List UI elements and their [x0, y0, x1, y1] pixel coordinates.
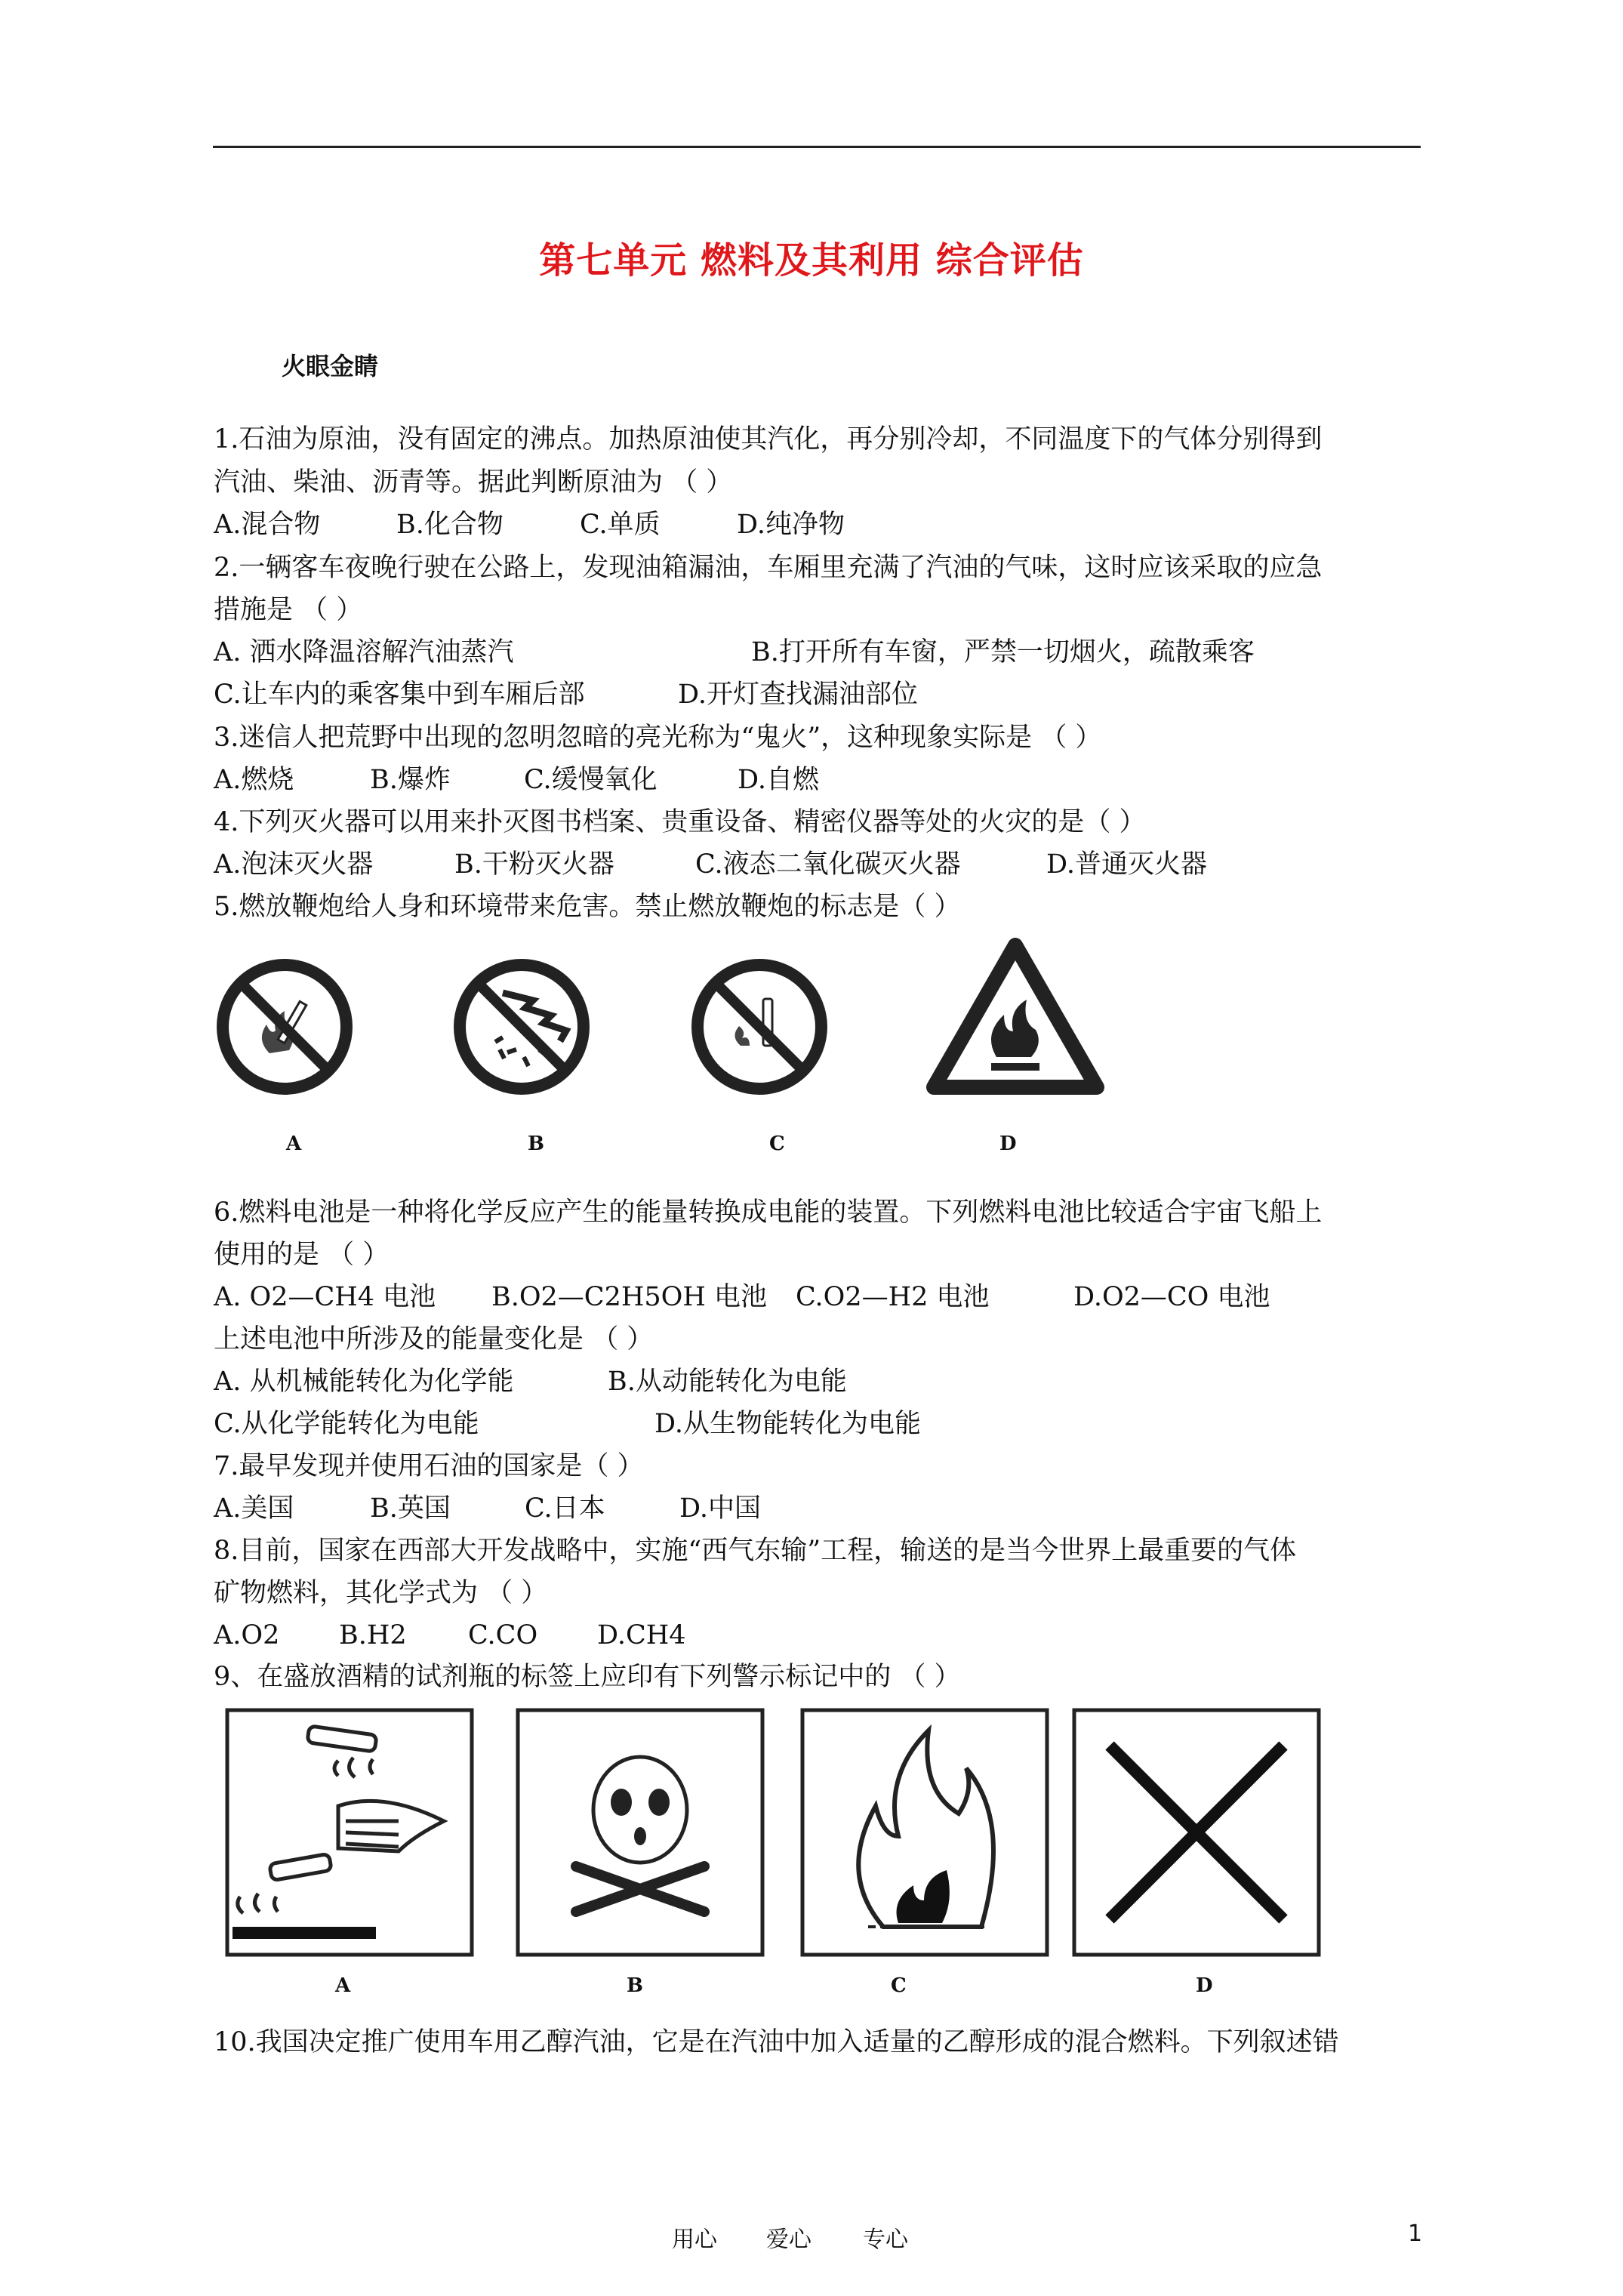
- q6-option-b: B.O2—C2H5OH 电池: [491, 1282, 767, 1312]
- q8-option-b: B.H2: [339, 1620, 407, 1650]
- q8-option-d: D.CH4: [597, 1620, 686, 1650]
- q1-option-d: D.纯净物: [737, 510, 845, 540]
- footer-word-2: 爱心: [766, 2227, 812, 2253]
- q6-option2-c: C.从化学能转化为电能: [214, 1409, 479, 1439]
- q9-label-b: B: [627, 1974, 643, 1997]
- q7-line1: 7.最早发现并使用石油的国家是（ ）: [214, 1451, 644, 1481]
- q6-option2-b: B.从动能转化为电能: [608, 1367, 847, 1397]
- harmful-x-label-icon: [1072, 1708, 1321, 1957]
- q7-option-b: B.英国: [370, 1493, 451, 1524]
- corrosive-label-icon: [225, 1708, 474, 1957]
- skull-toxic-label-icon: [516, 1708, 765, 1957]
- q4-line1: 4.下列灭火器可以用来扑灭图书档案、贵重设备、精密仪器等处的火灾的是（ ）: [214, 807, 1146, 837]
- header-rule: [213, 146, 1421, 148]
- q5-label-c: C: [769, 1133, 785, 1155]
- q6-option-c: C.O2—H2 电池: [796, 1282, 990, 1312]
- q6-line1: 6.燃料电池是一种将化学反应产生的能量转换成电能的装置。下列燃料电池比较适合宇宙飞船上: [214, 1197, 1323, 1228]
- q3-option-d: D.自燃: [738, 765, 819, 795]
- q1-option-a: A.混合物: [214, 510, 321, 540]
- q5-label-a: A: [286, 1133, 302, 1155]
- q3-option-a: A.燃烧: [214, 765, 294, 795]
- q6-line3: 上述电池中所涉及的能量变化是 （ ）: [214, 1324, 654, 1354]
- q2-option-a: A. 洒水降温溶解汽油蒸汽: [214, 637, 514, 667]
- q7-option-a: A.美国: [214, 1493, 294, 1524]
- q4-option-c: C.液态二氧化碳灭火器: [695, 849, 961, 880]
- q1-option-b: B.化合物: [396, 510, 504, 540]
- no-smoking-sign-icon: [688, 955, 831, 1099]
- q1-line1: 1.石油为原油，没有固定的沸点。加热原油使其汽化，再分别冷却，不同温度下的气体分别得到: [214, 424, 1323, 455]
- q8-option-c: C.CO: [468, 1620, 538, 1650]
- page-title: 第七单元 燃料及其利用 综合评估: [539, 239, 1084, 282]
- q4-option-b: B.干粉灭火器: [454, 849, 614, 880]
- flammable-label-icon: [800, 1708, 1049, 1957]
- q2-option-b: B.打开所有车窗，严禁一切烟火，疏散乘客: [751, 637, 1255, 667]
- q10-line1: 10.我国决定推广使用车用乙醇汽油，它是在汽油中加入适量的乙醇形成的混合燃料。下列叙述错: [214, 2027, 1339, 2057]
- q2-option-d: D.开灯查找漏油部位: [678, 680, 918, 710]
- q6-option2-a: A. 从机械能转化为化学能: [214, 1367, 514, 1397]
- q3-line1: 3.迷信人把荒野中出现的忽明忽暗的亮光称为“鬼火”，这种现象实际是 （ ）: [214, 723, 1102, 753]
- q7-option-c: C.日本: [525, 1493, 605, 1524]
- q8-line1: 8.目前，国家在西部大开发战略中，实施“西气东输”工程，输送的是当今世界上最重要的气体: [214, 1536, 1297, 1566]
- q9-label-c: C: [891, 1974, 907, 1997]
- q8-line2: 矿物燃料，其化学式为 （ ）: [214, 1578, 548, 1608]
- q2-option-c: C.让车内的乘客集中到车厢后部: [214, 680, 585, 710]
- footer-word-1: 用心: [672, 2227, 717, 2253]
- q9-label-d: D: [1196, 1974, 1213, 1997]
- no-fire-sign-icon: [213, 955, 356, 1099]
- page-number: 1: [1408, 2220, 1423, 2247]
- q5-line1: 5.燃放鞭炮给人身和环境带来危害。禁止燃放鞭炮的标志是（ ）: [214, 892, 961, 922]
- q1-option-c: C.单质: [580, 510, 661, 540]
- q9-line1: 9、在盛放酒精的试剂瓶的标签上应印有下列警示标记中的 （ ）: [214, 1662, 961, 1692]
- q5-label-d: D: [999, 1133, 1017, 1155]
- q7-option-d: D.中国: [679, 1493, 761, 1524]
- q6-option2-d: D.从生物能转化为电能: [654, 1409, 921, 1439]
- footer-word-3: 专心: [863, 2227, 908, 2253]
- q2-line1: 2.一辆客车夜晚行驶在公路上，发现油箱漏油，车厢里充满了汽油的气味，这时应该采取的应急: [214, 553, 1323, 583]
- q5-label-b: B: [528, 1133, 544, 1155]
- q3-option-c: C.缓慢氧化: [524, 765, 658, 795]
- q6-option-d: D.O2—CO 电池: [1073, 1282, 1270, 1312]
- flammable-warning-triangle-icon: [925, 936, 1106, 1099]
- q9-label-a: A: [335, 1974, 351, 1997]
- no-firecrackers-sign-icon: [450, 955, 593, 1099]
- q8-option-a: A.O2: [214, 1620, 280, 1650]
- q2-line2: 措施是 （ ）: [214, 595, 363, 625]
- q6-line2: 使用的是 （ ）: [214, 1240, 390, 1270]
- q6-option-a: A. O2—CH4 电池: [214, 1282, 436, 1312]
- q4-option-a: A.泡沫灭火器: [214, 849, 374, 880]
- q4-option-d: D.普通灭火器: [1046, 849, 1207, 880]
- q3-option-b: B.爆炸: [370, 765, 451, 795]
- section-heading: 火眼金睛: [282, 352, 379, 381]
- q1-line2: 汽油、柴油、沥青等。据此判断原油为 （ ）: [214, 467, 733, 498]
